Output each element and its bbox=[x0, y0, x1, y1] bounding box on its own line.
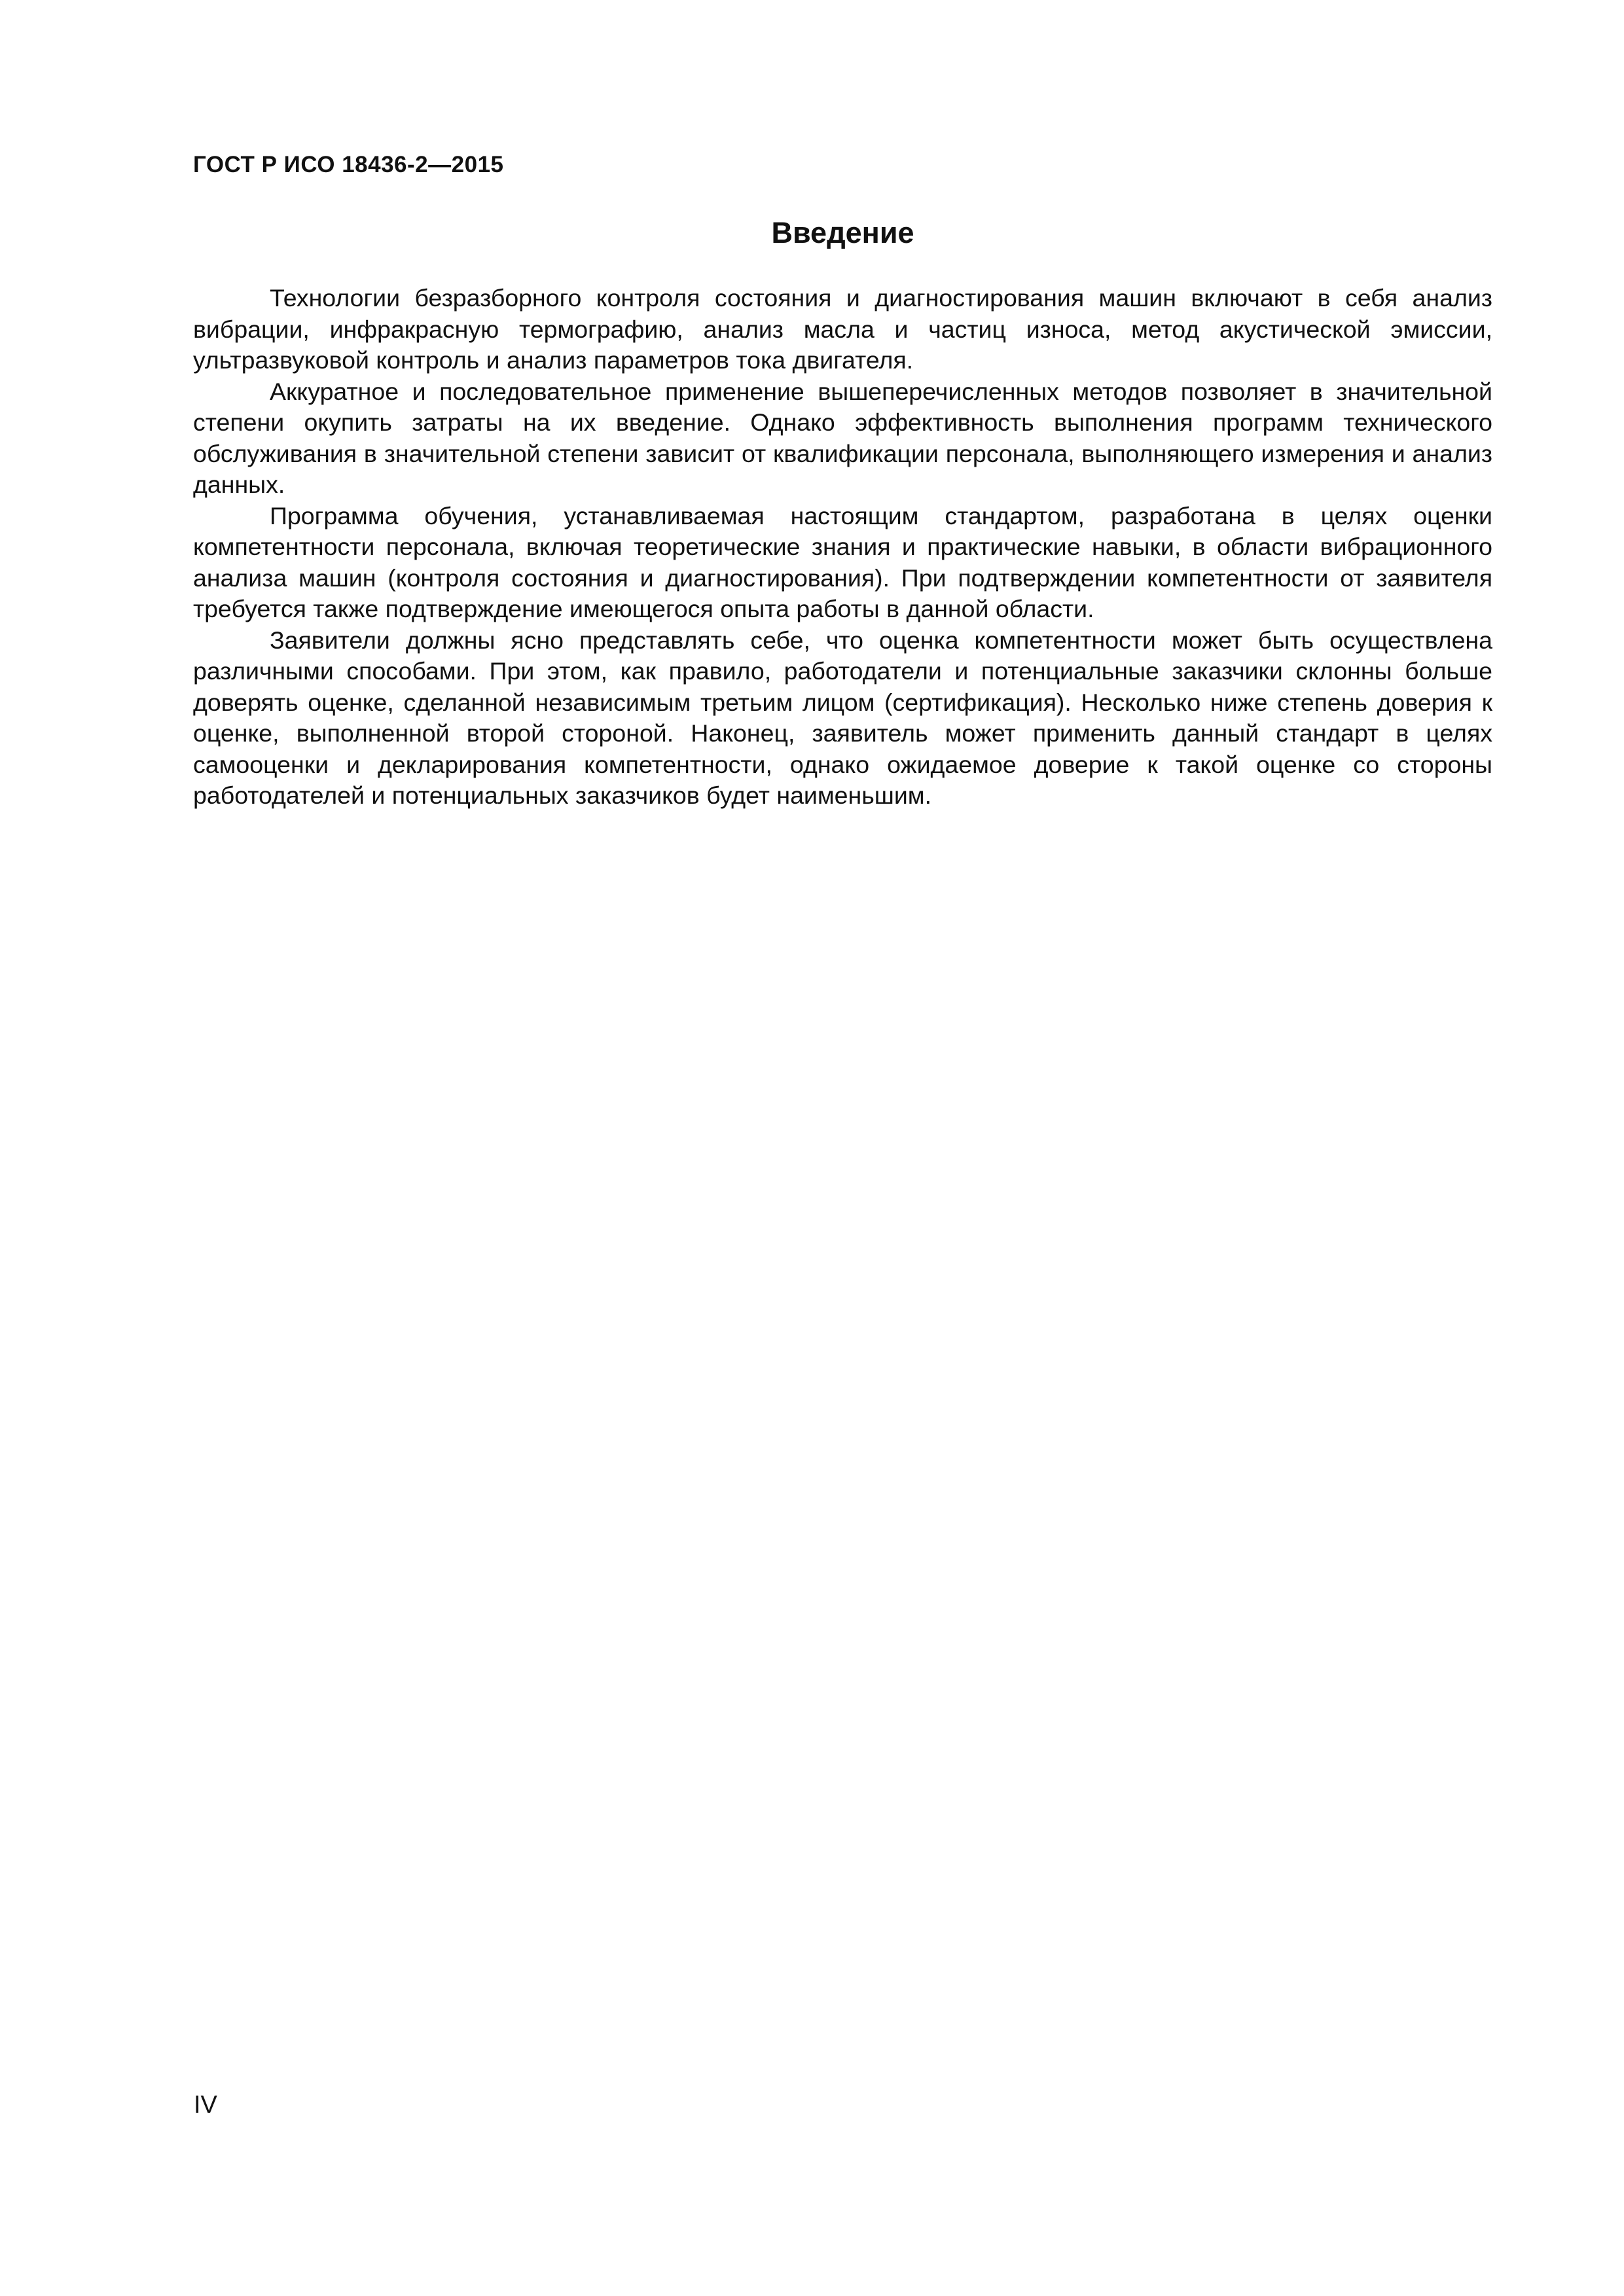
paragraph: Заявители должны ясно представлять себе, что оценка компетентности может быть осуществлена различными способами. При этом, как правило, работодатели и потенциальные заказчики склонны больше доверять оценке, сделанной независимым третьим лицом (сертификация). Несколько ниже степень доверия к оценке, выполненной второй стороной. Наконец, заявитель может применить данный стандарт в целях самооценки и декларирования компетентности, однако ожидаемое доверие к такой оценке со стороны работодателей и потенциальных заказчиков будет наименьшим. bbox=[193, 626, 1492, 809]
page-number: IV bbox=[194, 2091, 217, 2119]
section-title: Введение bbox=[771, 216, 914, 249]
standard-designation: ГОСТ Р ИСО 18436-2—2015 bbox=[193, 152, 504, 177]
paragraph: Аккуратное и последовательное применение вышеперечисленных методов позволяет в значительной степени окупить затраты на их введение. Однако эффективность выполнения программ технического обслуживания в значительной степени зависит от квалификации персонала, выполняющего измерения и анализ данных. bbox=[193, 377, 1492, 498]
paragraph: Технологии безразборного контроля состояния и диагностирования машин включают в себя анализ вибрации, инфракрасную термографию, анализ масла и частиц износа, метод акустической эмиссии, ультразвуковой контроль и анализ параметров тока двигателя. bbox=[193, 284, 1492, 374]
paragraph: Программа обучения, устанавливаемая настоящим стандартом, разработана в целях оценки компетентности персонала, включая теоретические знания и практические навыки, в области вибрационного анализа машин (контроля состояния и диагностирования). При подтверждении компетентности от заявителя требуется также подтверждение имеющегося опыта работы в данной области. bbox=[193, 501, 1492, 622]
section-body bbox=[193, 283, 1492, 812]
